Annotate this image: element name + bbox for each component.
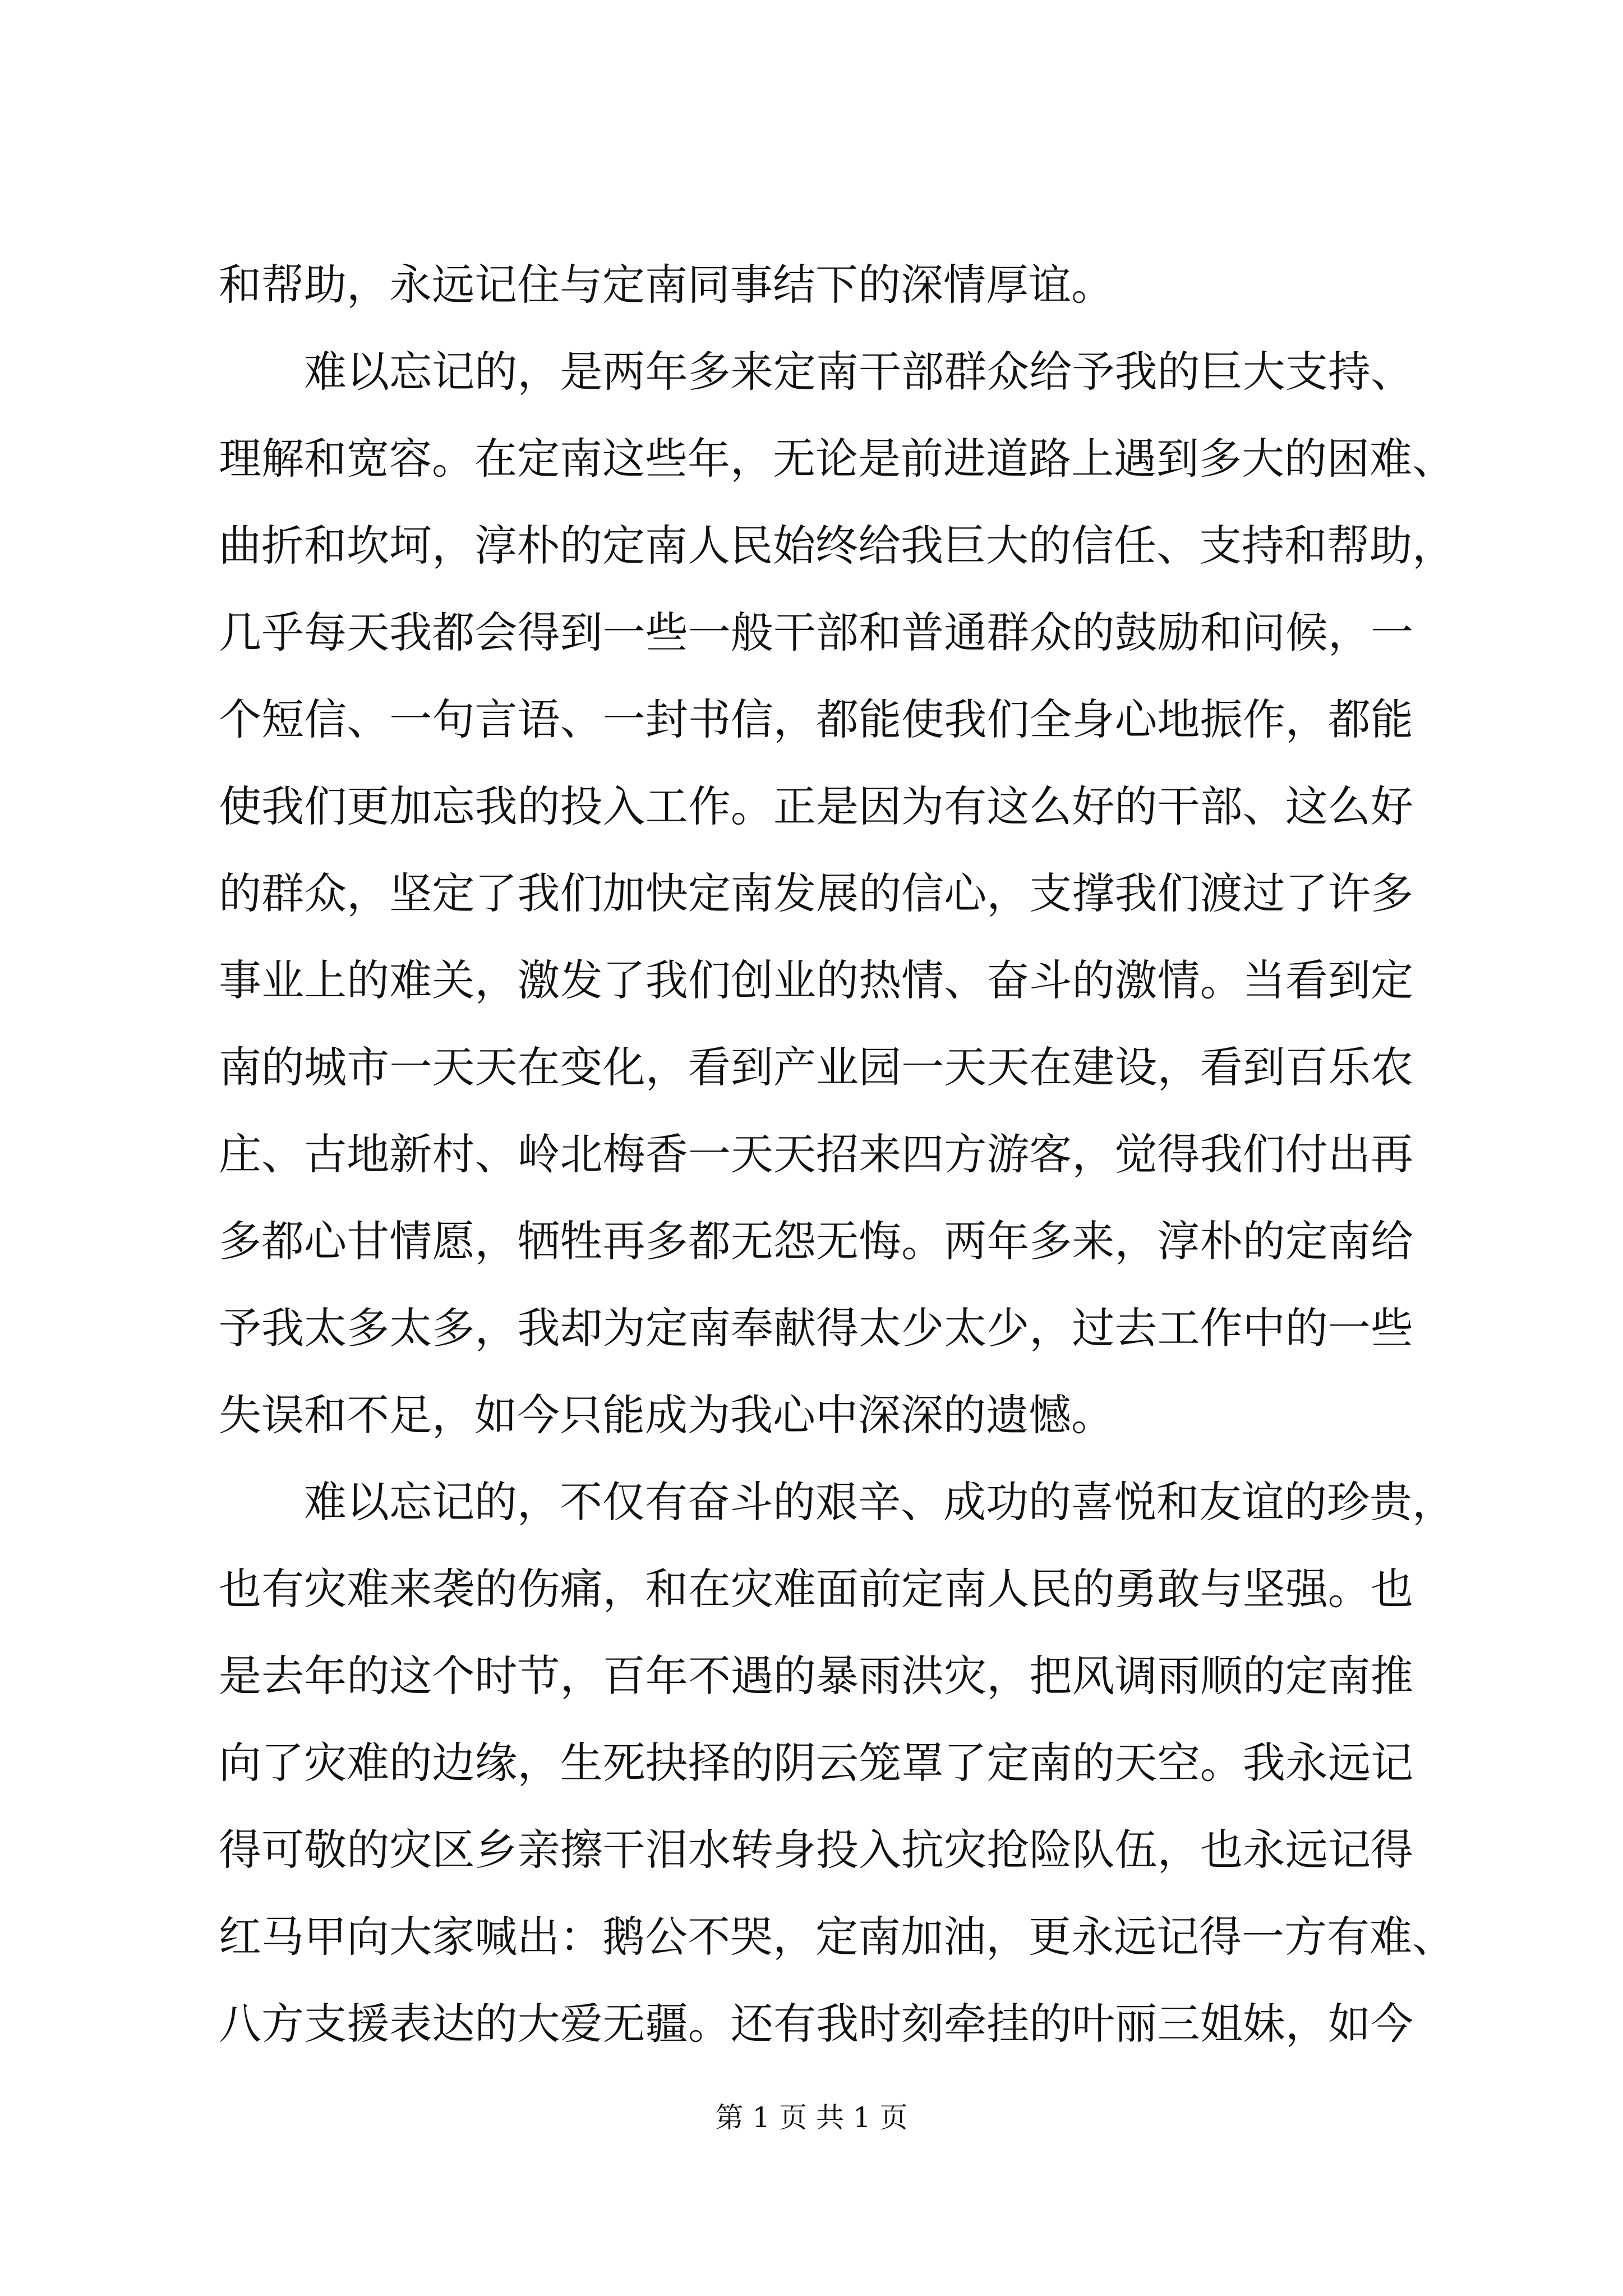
text-line: 向了灾难的边缘，生死抉择的阴云笼罩了定南的天空。我永远记 — [219, 1738, 1413, 1788]
body-text — [219, 241, 1455, 2067]
text-line: 和帮助，永远记住与定南同事结下的深情厚谊。 — [219, 260, 1114, 310]
page-footer: 第 1 页 共 1 页 — [715, 2101, 908, 2134]
text-line: 得可敬的灾区乡亲擦干泪水转身投入抗灾抢险队伍，也永远记得 — [219, 1825, 1413, 1875]
text-line: 几乎每天我都会得到一些一般干部和普通群众的鼓励和问候，一 — [219, 608, 1413, 657]
paragraph-start-line: 难以忘记的，不仅有奋斗的艰辛、成功的喜悦和友谊的珍贵， — [304, 1477, 1455, 1527]
text-line: 失误和不足，如今只能成为我心中深深的遗憾。 — [219, 1390, 1114, 1440]
text-line: 使我们更加忘我的投入工作。正是因为有这么好的干部、这么好 — [219, 781, 1413, 831]
text-line: 予我太多太多，我却为定南奉献得太少太少，过去工作中的一些 — [219, 1303, 1413, 1353]
text-line: 个短信、一句言语、一封书信，都能使我们全身心地振作，都能 — [219, 694, 1413, 744]
text-line: 是去年的这个时节，百年不遇的暴雨洪灾，把风调雨顺的定南推 — [219, 1651, 1413, 1701]
text-line: 多都心甘情愿，牺牲再多都无怨无悔。两年多来，淳朴的定南给 — [219, 1216, 1413, 1266]
text-line: 曲折和坎坷，淳朴的定南人民始终给我巨大的信任、支持和帮助， — [219, 521, 1455, 570]
text-line: 的群众，坚定了我们加快定南发展的信心，支撑我们渡过了许多 — [219, 868, 1413, 918]
text-line: 事业上的难关，激发了我们创业的热情、奋斗的激情。当看到定 — [219, 955, 1413, 1005]
text-line: 八方支援表达的大爱无疆。还有我时刻牵挂的叶丽三姐妹，如今 — [219, 1999, 1413, 2049]
text-line: 庄、古地新村、岭北梅香一天天招来四方游客，觉得我们付出再 — [219, 1129, 1413, 1179]
text-line: 红马甲向大家喊出：鹅公不哭，定南加油，更永远记得一方有难、 — [219, 1912, 1455, 1962]
text-line: 理解和宽容。在定南这些年，无论是前进道路上遇到多大的困难、 — [219, 434, 1455, 484]
text-line: 南的城市一天天在变化，看到产业园一天天在建设，看到百乐农 — [219, 1042, 1413, 1092]
paragraph-start-line: 难以忘记的，是两年多来定南干部群众给予我的巨大支持、 — [304, 347, 1413, 397]
text-line: 也有灾难来袭的伤痛，和在灾难面前定南人民的勇敢与坚强。也 — [219, 1564, 1413, 1614]
